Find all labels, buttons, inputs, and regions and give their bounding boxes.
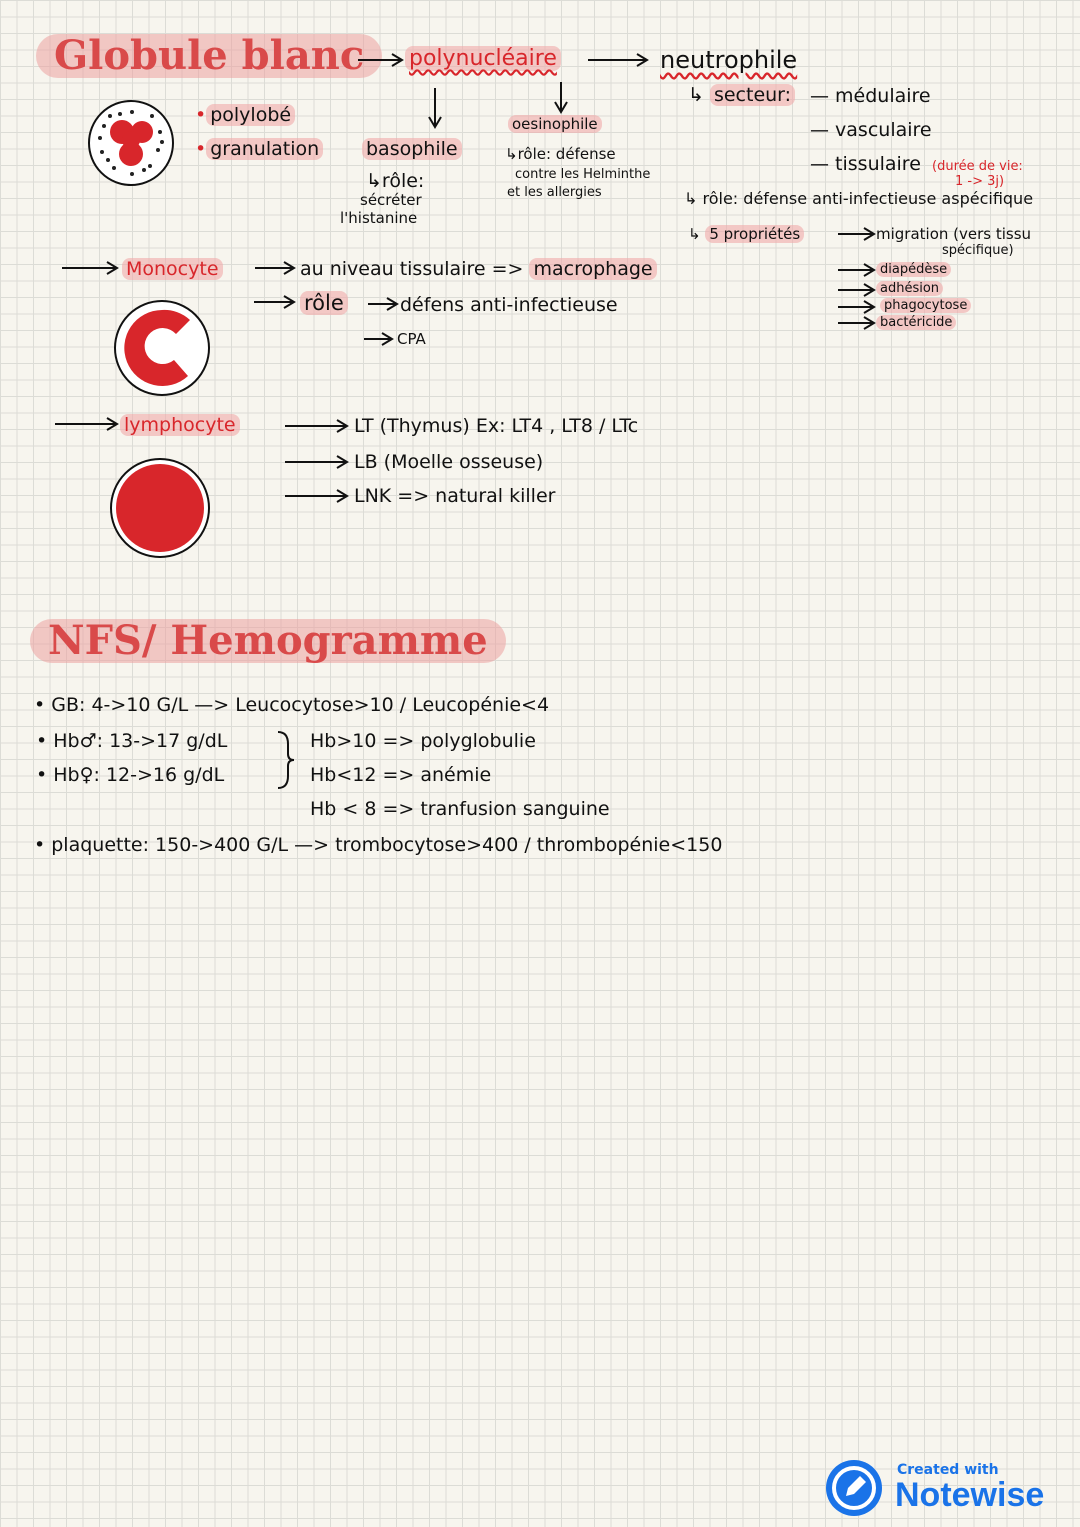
eosinophile-role: ↳rôle: défense — [505, 145, 616, 163]
lymphocyte-label: lymphocyte — [120, 414, 240, 436]
section-title-globule-blanc: Globule blanc — [36, 34, 382, 78]
prop-phagocytose: phagocytose — [880, 299, 971, 313]
prop-migration-cont: spécifique) — [942, 243, 1014, 258]
duree-de-vie: (durée de vie: — [932, 159, 1023, 174]
basophile-desc1: sécréter — [360, 191, 422, 209]
polynuclear-cell-illustration — [88, 100, 174, 186]
nfs-gb: • GB: 4->10 G/L —> Leucocytose>10 / Leucopénie<4 — [34, 694, 550, 716]
monocyte-cpa: CPA — [397, 330, 426, 348]
monocyte-cell-illustration — [114, 300, 210, 396]
polylobe-nucleus-icon — [90, 102, 172, 184]
kidney-nucleus-icon — [116, 302, 208, 394]
section-title-nfs: NFS/ Hemogramme — [30, 619, 506, 663]
lymphocyte-lb: LB (Moelle osseuse) — [354, 451, 544, 473]
lymphocyte-lt: LT (Thymus) Ex: LT4 , LT8 / LTc — [354, 415, 639, 437]
nfs-plaquette: • plaquette: 150->400 G/L —> trombocytose>400 / thrombopénie<150 — [34, 834, 723, 856]
basophile-role: ↳rôle: — [366, 170, 425, 192]
monocyte-role-desc: défens anti-infectieuse — [400, 294, 618, 316]
prop-adhesion: adhésion — [876, 282, 943, 296]
secteur-vasculaire: — vasculaire — [810, 119, 932, 141]
brace-icon — [276, 730, 296, 790]
nfs-hb-male: • Hb♂: 13->17 g/dL — [36, 730, 228, 752]
lymphocyte-lnk: LNK => natural killer — [354, 485, 556, 507]
eosinophile-desc1: contre les Helminthe — [515, 167, 651, 182]
notewise-logo — [826, 1460, 882, 1516]
trait-polylobe: • polylobé — [195, 104, 295, 126]
neutrophile-role: ↳ rôle: défense anti-infectieuse aspécifique — [684, 189, 1034, 208]
nfs-hb-female: • Hb♀: 12->16 g/dL — [36, 764, 225, 786]
created-with-text: Created with — [897, 1462, 999, 1478]
round-nucleus-icon — [112, 460, 208, 556]
lymphocyte-cell-illustration — [110, 458, 210, 558]
basophile-label: basophile — [362, 138, 462, 160]
neutrophile-secteur: ↳ secteur: — [688, 84, 795, 106]
basophile-desc2: l'histanine — [340, 209, 418, 227]
prop-bactericide: bactéricide — [876, 316, 956, 330]
monocyte-role: rôle — [300, 292, 348, 314]
prop-migration: migration (vers tissu — [876, 225, 1032, 243]
polynucleaire-label: polynucléaire — [405, 48, 561, 70]
nfs-anemie: Hb<12 => anémie — [310, 764, 492, 786]
pencil-icon — [826, 1460, 882, 1516]
monocyte-tissu: au niveau tissulaire => macrophage — [300, 258, 657, 280]
trait-granulation: • granulation — [195, 138, 323, 160]
notewise-brand: Notewise — [895, 1476, 1045, 1514]
eosinophile-label: oesinophile — [508, 116, 602, 133]
monocyte-label: Monocyte — [122, 258, 223, 280]
duree-de-vie-value: 1 -> 3j) — [955, 174, 1005, 189]
neutrophile-label: neutrophile — [660, 46, 798, 74]
secteur-tissulaire: — tissulaire — [810, 153, 921, 175]
neutrophile-proprietes: ↳ 5 propriétés — [688, 226, 804, 243]
secteur-medulaire: — médulaire — [810, 85, 931, 107]
nfs-transfusion: Hb < 8 => tranfusion sanguine — [310, 798, 610, 820]
eosinophile-desc2: et les allergies — [507, 185, 602, 200]
nfs-polyglobulie: Hb>10 => polyglobulie — [310, 730, 536, 752]
prop-diapedese: diapédèse — [876, 263, 951, 277]
